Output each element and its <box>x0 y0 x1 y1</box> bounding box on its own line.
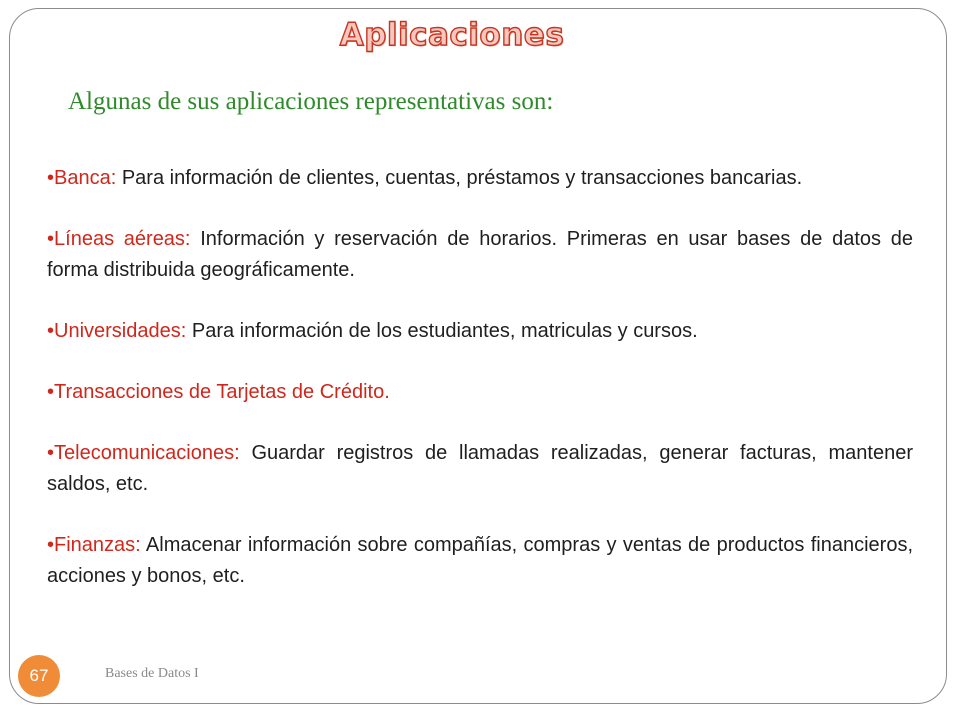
footer-course-name: Bases de Datos I <box>105 666 199 681</box>
item-term: Banca: <box>54 167 117 189</box>
list-item-universidades <box>47 316 913 347</box>
slide-title: Aplicaciones <box>339 17 565 53</box>
list-item-finanzas <box>47 530 913 592</box>
bullet-icon: • <box>47 442 55 464</box>
list-item-banca <box>47 163 913 194</box>
applications-list <box>47 163 913 622</box>
page-number-badge: 67 <box>18 655 60 697</box>
item-text: Para información de clientes, cuentas, préstamos y transacciones bancarias. <box>116 167 803 189</box>
item-term: Líneas aéreas: <box>54 228 191 250</box>
item-text: Información y reservación de horarios. Primeras en usar bases de datos de forma distribuida geográficamente. <box>47 228 913 281</box>
item-text: Guardar registros de llamadas realizadas, generar facturas, mantener saldos, etc. <box>47 442 913 495</box>
list-item-telecomunicaciones <box>47 438 913 500</box>
bullet-icon: • <box>47 320 55 342</box>
bullet-icon: • <box>47 534 55 556</box>
item-term: Telecomunicaciones: <box>54 442 240 464</box>
item-term: Transacciones de Tarjetas de Crédito. <box>54 381 390 403</box>
item-term: Finanzas: <box>54 534 141 556</box>
item-text: Almacenar información sobre compañías, compras y ventas de productos financieros, acciones y bonos, etc. <box>47 534 913 587</box>
item-term: Universidades: <box>54 320 187 342</box>
list-item-tarjetas <box>47 377 913 408</box>
bullet-icon: • <box>47 167 55 189</box>
list-item-lineas-aereas <box>47 224 913 286</box>
item-text: Para información de los estudiantes, matriculas y cursos. <box>186 320 698 342</box>
slide-subtitle: Algunas de sus aplicaciones representativas son: <box>68 88 554 115</box>
bullet-icon: • <box>47 228 55 250</box>
bullet-icon: • <box>47 381 55 403</box>
